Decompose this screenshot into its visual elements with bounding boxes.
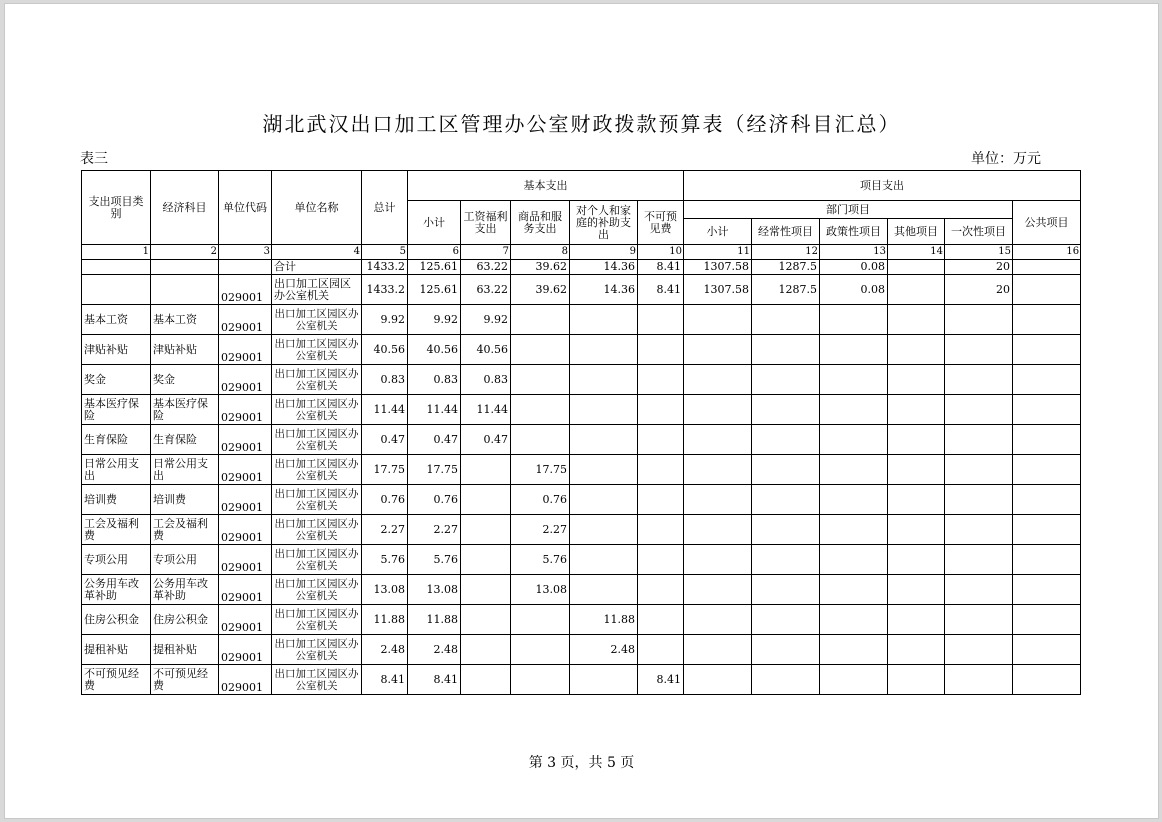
table-cell: 2.27 (511, 515, 570, 545)
table-row (82, 515, 1081, 545)
table-row (82, 305, 1081, 335)
table-cell: 基本工资 (151, 305, 219, 335)
table-cell (570, 485, 638, 515)
total-row (82, 260, 1081, 275)
table-cell (638, 545, 684, 575)
table-cell (820, 365, 888, 395)
table-cell: 1433.2 (362, 260, 408, 275)
table-cell (1013, 485, 1081, 515)
table-cell: 14.36 (570, 260, 638, 275)
table-row (82, 635, 1081, 665)
table-cell (570, 575, 638, 605)
table-cell (752, 335, 820, 365)
table-cell: 9.92 (461, 305, 511, 335)
table-cell: 合计 (272, 260, 362, 275)
column-index-cell: 2 (151, 245, 219, 260)
header-other: 其他项目 (888, 219, 945, 245)
table-cell: 出口加工区园区办公室机关 (272, 455, 362, 485)
table-cell: 出口加工区园区办公室机关 (272, 665, 362, 695)
table-cell: 培训费 (151, 485, 219, 515)
header-basic-subtotal: 小计 (408, 201, 461, 245)
table-row (82, 395, 1081, 425)
table-cell: 029001 (219, 305, 272, 335)
column-index-cell: 15 (945, 245, 1013, 260)
column-index-cell: 13 (820, 245, 888, 260)
column-index-cell: 5 (362, 245, 408, 260)
table-cell (684, 605, 752, 635)
table-cell (570, 395, 638, 425)
table-cell (1013, 425, 1081, 455)
table-cell (1013, 455, 1081, 485)
table-cell: 40.56 (408, 335, 461, 365)
table-cell (638, 575, 684, 605)
table-cell (1013, 395, 1081, 425)
table-cell: 0.83 (461, 365, 511, 395)
table-cell: 13.08 (408, 575, 461, 605)
table-cell (638, 605, 684, 635)
table-cell (888, 425, 945, 455)
table-cell: 培训费 (82, 485, 151, 515)
table-cell (888, 395, 945, 425)
column-index-cell: 16 (1013, 245, 1081, 260)
table-cell: 029001 (219, 635, 272, 665)
table-row (82, 365, 1081, 395)
table-cell (888, 515, 945, 545)
column-index-cell: 8 (511, 245, 570, 260)
table-cell (820, 425, 888, 455)
table-cell (82, 275, 151, 305)
column-index-cell: 7 (461, 245, 511, 260)
header-dept-project: 部门项目 (684, 201, 1013, 219)
table-cell (684, 365, 752, 395)
table-cell (888, 545, 945, 575)
table-cell (945, 365, 1013, 395)
table-cell: 11.88 (408, 605, 461, 635)
table-cell: 029001 (219, 455, 272, 485)
table-cell (945, 335, 1013, 365)
table-cell (820, 485, 888, 515)
table-cell (888, 455, 945, 485)
table-cell (820, 665, 888, 695)
table-cell (1013, 305, 1081, 335)
table-row (82, 665, 1081, 695)
table-cell (945, 395, 1013, 425)
table-cell: 39.62 (511, 260, 570, 275)
table-cell (752, 545, 820, 575)
table-cell: 11.44 (362, 395, 408, 425)
table-cell (684, 305, 752, 335)
table-cell (461, 575, 511, 605)
table-cell (511, 665, 570, 695)
table-cell: 住房公积金 (82, 605, 151, 635)
table-cell: 奖金 (151, 365, 219, 395)
table-cell (752, 395, 820, 425)
table-cell: 39.62 (511, 275, 570, 305)
table-cell (570, 665, 638, 695)
table-cell: 1287.5 (752, 275, 820, 305)
table-cell (511, 605, 570, 635)
table-cell: 11.88 (362, 605, 408, 635)
table-cell (752, 365, 820, 395)
table-cell: 生育保险 (151, 425, 219, 455)
table-cell (945, 485, 1013, 515)
table-cell: 出口加工区园区办公室机关 (272, 485, 362, 515)
table-cell: 工会及福利费 (151, 515, 219, 545)
table-cell (820, 305, 888, 335)
table-cell (511, 425, 570, 455)
table-cell: 029001 (219, 275, 272, 305)
table-cell (1013, 545, 1081, 575)
header-economic-subject: 经济科目 (151, 171, 219, 245)
table-cell (570, 425, 638, 455)
table-cell: 出口加工区园区办公室机关 (272, 515, 362, 545)
table-cell: 125.61 (408, 260, 461, 275)
header-policy: 政策性项目 (820, 219, 888, 245)
table-cell (888, 260, 945, 275)
table-cell (752, 575, 820, 605)
table-cell: 5.76 (511, 545, 570, 575)
header-wage-welfare: 工资福利支出 (461, 201, 511, 245)
table-cell: 生育保险 (82, 425, 151, 455)
table-cell: 40.56 (362, 335, 408, 365)
table-cell: 2.27 (362, 515, 408, 545)
table-cell (511, 335, 570, 365)
table-cell: 出口加工区园区办公室机关 (272, 635, 362, 665)
table-cell: 出口加工区园区办公室机关 (272, 425, 362, 455)
header-basic-expense: 基本支出 (408, 171, 684, 201)
table-cell (461, 545, 511, 575)
table-cell: 津贴补贴 (151, 335, 219, 365)
table-cell (684, 515, 752, 545)
table-cell (684, 395, 752, 425)
table-cell: 13.08 (362, 575, 408, 605)
table-cell (1013, 665, 1081, 695)
table-cell (888, 305, 945, 335)
header-project-expense: 项目支出 (684, 171, 1081, 201)
column-index-cell: 10 (638, 245, 684, 260)
table-cell (945, 635, 1013, 665)
table-cell: 出口加工区园区办公室机关 (272, 545, 362, 575)
table-cell (1013, 605, 1081, 635)
table-cell: 专项公用 (151, 545, 219, 575)
table-row (82, 605, 1081, 635)
table-cell: 029001 (219, 485, 272, 515)
table-cell (1013, 335, 1081, 365)
table-cell (945, 305, 1013, 335)
table-cell: 基本医疗保险 (82, 395, 151, 425)
table-cell: 0.47 (461, 425, 511, 455)
table-cell: 0.47 (362, 425, 408, 455)
table-cell (888, 365, 945, 395)
table-cell (752, 455, 820, 485)
table-cell (638, 485, 684, 515)
table-cell (684, 635, 752, 665)
table-label: 表三 (80, 151, 108, 167)
table-cell: 公务用车改革补助 (151, 575, 219, 605)
table-cell (638, 635, 684, 665)
table-cell (638, 395, 684, 425)
header-unit-code: 单位代码 (219, 171, 272, 245)
table-cell (638, 305, 684, 335)
table-cell (888, 575, 945, 605)
table-cell (752, 425, 820, 455)
table-cell: 029001 (219, 605, 272, 635)
table-cell: 1433.2 (362, 275, 408, 305)
table-cell (570, 305, 638, 335)
table-cell: 1307.58 (684, 275, 752, 305)
table-cell (1013, 515, 1081, 545)
table-cell (461, 605, 511, 635)
table-cell (638, 455, 684, 485)
table-cell (684, 455, 752, 485)
table-cell: 11.88 (570, 605, 638, 635)
table-cell (888, 665, 945, 695)
table-cell: 8.41 (362, 665, 408, 695)
table-cell: 029001 (219, 515, 272, 545)
table-cell: 9.92 (362, 305, 408, 335)
table-cell (151, 260, 219, 275)
table-cell (684, 575, 752, 605)
table-cell: 公务用车改革补助 (82, 575, 151, 605)
column-index-cell: 12 (752, 245, 820, 260)
table-cell (461, 515, 511, 545)
table-cell: 8.41 (638, 275, 684, 305)
header-total: 总计 (362, 171, 408, 245)
table-cell (752, 635, 820, 665)
table-cell: 1287.5 (752, 260, 820, 275)
table-cell: 029001 (219, 335, 272, 365)
table-cell: 029001 (219, 425, 272, 455)
table-cell (219, 260, 272, 275)
table-cell (752, 485, 820, 515)
table-cell (888, 605, 945, 635)
table-cell (752, 605, 820, 635)
table-cell: 63.22 (461, 275, 511, 305)
table-cell: 8.41 (638, 260, 684, 275)
table-cell: 提租补贴 (82, 635, 151, 665)
column-index-cell: 14 (888, 245, 945, 260)
table-cell: 出口加工区园区办公室机关 (272, 365, 362, 395)
table-cell: 日常公用支出 (151, 455, 219, 485)
table-cell (1013, 275, 1081, 305)
table-cell (888, 275, 945, 305)
table-cell: 0.08 (820, 275, 888, 305)
table-cell (638, 425, 684, 455)
table-cell: 17.75 (511, 455, 570, 485)
header-goods-services: 商品和服务支出 (511, 201, 570, 245)
table-cell: 17.75 (362, 455, 408, 485)
column-index-cell: 3 (219, 245, 272, 260)
table-cell (945, 545, 1013, 575)
table-cell (945, 605, 1013, 635)
table-row (82, 485, 1081, 515)
table-cell: 基本工资 (82, 305, 151, 335)
unit-label: 单位：万元 (971, 151, 1041, 167)
table-cell (888, 635, 945, 665)
table-cell: 出口加工区园区办公室机关 (272, 335, 362, 365)
table-cell (888, 485, 945, 515)
table-cell: 0.47 (408, 425, 461, 455)
table-cell (684, 545, 752, 575)
column-index-cell: 11 (684, 245, 752, 260)
table-cell (461, 665, 511, 695)
table-cell (570, 455, 638, 485)
table-cell: 2.48 (570, 635, 638, 665)
table-cell: 出口加工区园区办公室机关 (272, 575, 362, 605)
header-dept-subtotal: 小计 (684, 219, 752, 245)
table-cell (945, 455, 1013, 485)
table-cell: 出口加工区园区办公室机关 (272, 275, 362, 305)
header-public-project: 公共项目 (1013, 201, 1081, 245)
table-cell (638, 365, 684, 395)
table-cell: 40.56 (461, 335, 511, 365)
table-cell (820, 395, 888, 425)
page-title: 湖北武汉出口加工区管理办公室财政拨款预算表（经济科目汇总） (262, 112, 901, 136)
table-cell: 8.41 (408, 665, 461, 695)
budget-table (81, 170, 1081, 695)
header-recurring: 经常性项目 (752, 219, 820, 245)
table-cell: 5.76 (408, 545, 461, 575)
table-row (82, 575, 1081, 605)
table-row (82, 425, 1081, 455)
table-cell: 住房公积金 (151, 605, 219, 635)
table-cell: 提租补贴 (151, 635, 219, 665)
table-cell (570, 515, 638, 545)
table-cell (820, 455, 888, 485)
table-cell: 13.08 (511, 575, 570, 605)
table-cell (945, 665, 1013, 695)
table-cell (1013, 260, 1081, 275)
table-cell (684, 335, 752, 365)
table-cell (820, 335, 888, 365)
table-row (82, 455, 1081, 485)
table-cell: 029001 (219, 365, 272, 395)
table-cell (820, 515, 888, 545)
table-cell: 63.22 (461, 260, 511, 275)
page-footer: 第 3 页，共 5 页 (528, 755, 635, 771)
table-cell (511, 365, 570, 395)
table-cell (684, 665, 752, 695)
table-cell: 125.61 (408, 275, 461, 305)
table-cell (820, 545, 888, 575)
table-cell: 专项公用 (82, 545, 151, 575)
table-cell: 0.76 (511, 485, 570, 515)
table-body (82, 260, 1081, 695)
table-cell (752, 665, 820, 695)
table-cell (511, 305, 570, 335)
header-unforeseen: 不可预见费 (638, 201, 684, 245)
table-cell: 2.27 (408, 515, 461, 545)
table-cell (1013, 635, 1081, 665)
table-cell: 0.83 (408, 365, 461, 395)
header-expense-category: 支出项目类别 (82, 171, 151, 245)
table-cell: 1307.58 (684, 260, 752, 275)
table-row (82, 275, 1081, 305)
table-cell (752, 305, 820, 335)
table-cell: 029001 (219, 545, 272, 575)
table-cell (684, 425, 752, 455)
table-cell: 不可预见经费 (82, 665, 151, 695)
table-cell: 11.44 (461, 395, 511, 425)
table-cell (570, 365, 638, 395)
table-cell: 5.76 (362, 545, 408, 575)
table-cell: 津贴补贴 (82, 335, 151, 365)
document-page (4, 3, 1159, 819)
table-cell: 029001 (219, 395, 272, 425)
table-cell: 工会及福利费 (82, 515, 151, 545)
table-cell: 0.76 (362, 485, 408, 515)
table-cell: 2.48 (408, 635, 461, 665)
table-cell: 不可预见经费 (151, 665, 219, 695)
table-cell (638, 515, 684, 545)
table-cell (151, 275, 219, 305)
table-cell: 0.76 (408, 485, 461, 515)
table-cell: 029001 (219, 665, 272, 695)
table-cell (570, 545, 638, 575)
table-cell (1013, 575, 1081, 605)
table-cell (570, 335, 638, 365)
table-cell: 17.75 (408, 455, 461, 485)
table-cell (638, 335, 684, 365)
table-cell: 029001 (219, 575, 272, 605)
table-cell: 20 (945, 260, 1013, 275)
table-row (82, 335, 1081, 365)
column-index-cell: 1 (82, 245, 151, 260)
table-cell (820, 635, 888, 665)
table-cell: 8.41 (638, 665, 684, 695)
table-cell: 奖金 (82, 365, 151, 395)
column-index-cell: 6 (408, 245, 461, 260)
column-index-row (82, 245, 1081, 260)
table-cell (945, 515, 1013, 545)
header-personal-subsidy: 对个人和家庭的补助支出 (570, 201, 638, 245)
table-cell: 出口加工区园区办公室机关 (272, 305, 362, 335)
header-unit-name: 单位名称 (272, 171, 362, 245)
table-cell: 9.92 (408, 305, 461, 335)
table-cell (888, 335, 945, 365)
table-cell (1013, 365, 1081, 395)
column-index-cell: 4 (272, 245, 362, 260)
table-cell (820, 605, 888, 635)
table-cell (511, 635, 570, 665)
table-cell (511, 395, 570, 425)
table-cell: 0.08 (820, 260, 888, 275)
table-row (82, 545, 1081, 575)
table-cell (461, 455, 511, 485)
table-cell (945, 425, 1013, 455)
column-index-cell: 9 (570, 245, 638, 260)
table-cell: 11.44 (408, 395, 461, 425)
table-cell: 基本医疗保险 (151, 395, 219, 425)
table-cell (684, 485, 752, 515)
table-cell: 日常公用支出 (82, 455, 151, 485)
table-cell: 出口加工区园区办公室机关 (272, 395, 362, 425)
header-one-time: 一次性项目 (945, 219, 1013, 245)
table-cell (820, 575, 888, 605)
table-cell: 出口加工区园区办公室机关 (272, 605, 362, 635)
table-cell (461, 635, 511, 665)
table-cell: 20 (945, 275, 1013, 305)
table-cell (82, 260, 151, 275)
table-cell (752, 515, 820, 545)
table-cell (461, 485, 511, 515)
table-cell: 14.36 (570, 275, 638, 305)
table-cell: 0.83 (362, 365, 408, 395)
table-cell (945, 575, 1013, 605)
table-cell: 2.48 (362, 635, 408, 665)
